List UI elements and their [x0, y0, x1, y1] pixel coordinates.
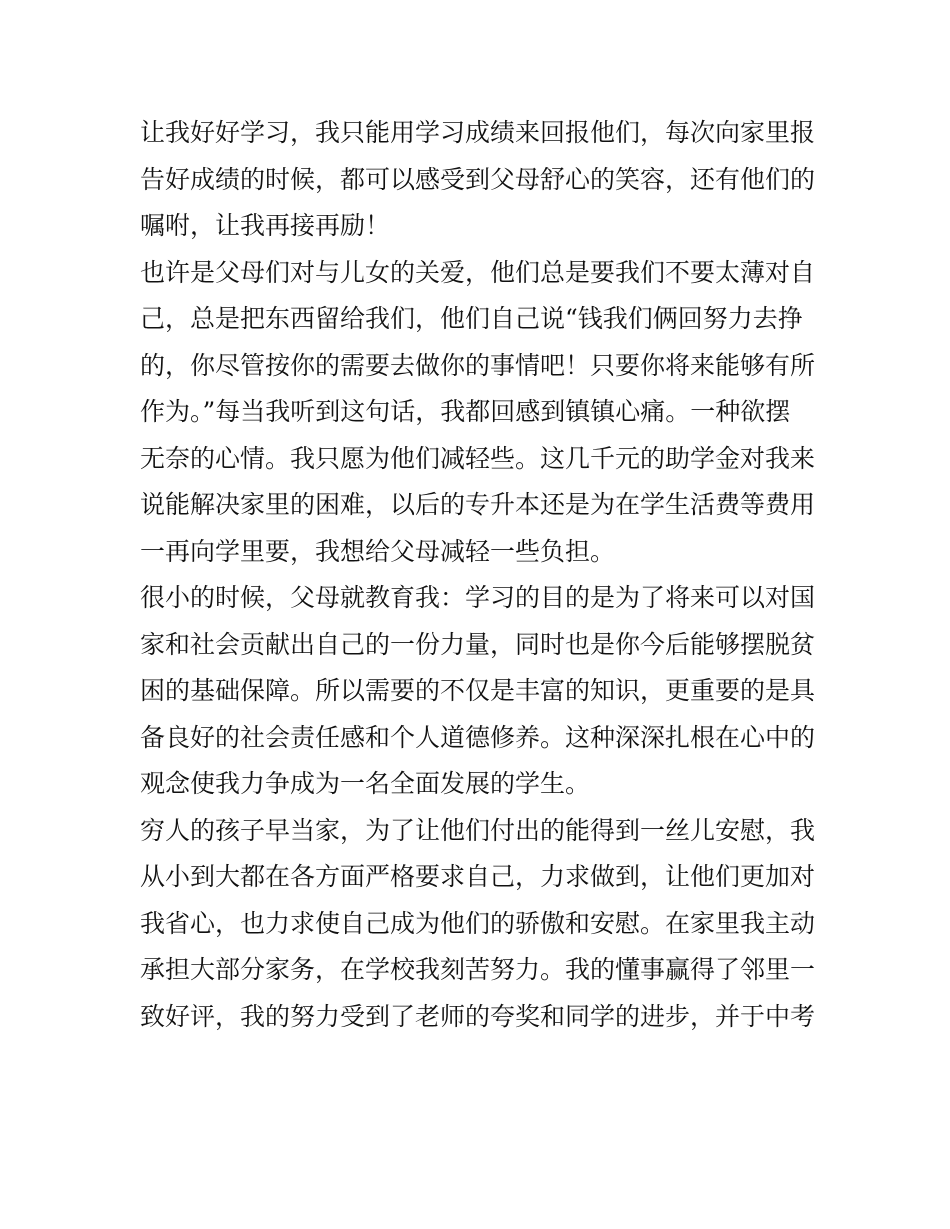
text-line: 告好成绩的时候，都可以感受到父母舒心的笑容，还有他们的: [140, 164, 816, 194]
text-line: 家和社会贡献出自己的一份力量，同时也是你今后能够摆脱贫: [140, 629, 816, 659]
text-line: 己，总是把东西留给我们，他们自己说“钱我们俩回努力去挣: [140, 304, 803, 333]
text-line: 承担大部分家务，在学校我刻苦努力。我的懂事赢得了邻里一: [140, 955, 816, 984]
text-line: 说能解决家里的困难，以后的专升本还是为在学生活费等费用: [140, 490, 816, 519]
text-line: 我省心，也力求使自己成为他们的骄傲和安慰。在家里我主动: [140, 908, 816, 938]
text-line: 让我好好学习，我只能用学习成绩来回报他们，每次向家里报: [140, 118, 816, 147]
text-line: 一再向学里要，我想给父母减轻一些负担。: [140, 536, 616, 566]
text-line: 很小的时候，父母就教育我：学习的目的是为了将来可以对国: [140, 583, 816, 612]
document-body: [140, 110, 820, 1040]
text-line: 从小到大都在各方面严格要求自己，力求做到，让他们更加对: [140, 862, 816, 891]
text-line: 致好评，我的努力受到了老师的夸奖和同学的进步，并于中考: [140, 1001, 816, 1031]
text-line: 作为。”每当我听到这句话，我都回感到镇镇心痛。一种欲摆: [140, 397, 791, 426]
text-line: 观念使我力争成为一名全面发展的学生。: [140, 769, 591, 798]
text-line: 也许是父母们对与儿女的关爱，他们总是要我们不要太薄对自: [140, 257, 816, 287]
text-line: 无奈的心情。我只愿为他们减轻些。这几千元的助学金对我来: [140, 443, 816, 473]
text-line: 的，你尽管按你的需要去做你的事情吧！只要你将来能够有所: [140, 350, 816, 380]
text-line: 嘱咐，让我再接再励！: [140, 211, 391, 240]
text-line: 穷人的孩子早当家，为了让他们付出的能得到一丝儿安慰，我: [140, 815, 816, 845]
text-line: 备良好的社会责任感和个人道德修养。这种深深扎根在心中的: [140, 722, 816, 752]
text-line: 困的基础保障。所以需要的不仅是丰富的知识，更重要的是具: [140, 676, 816, 705]
